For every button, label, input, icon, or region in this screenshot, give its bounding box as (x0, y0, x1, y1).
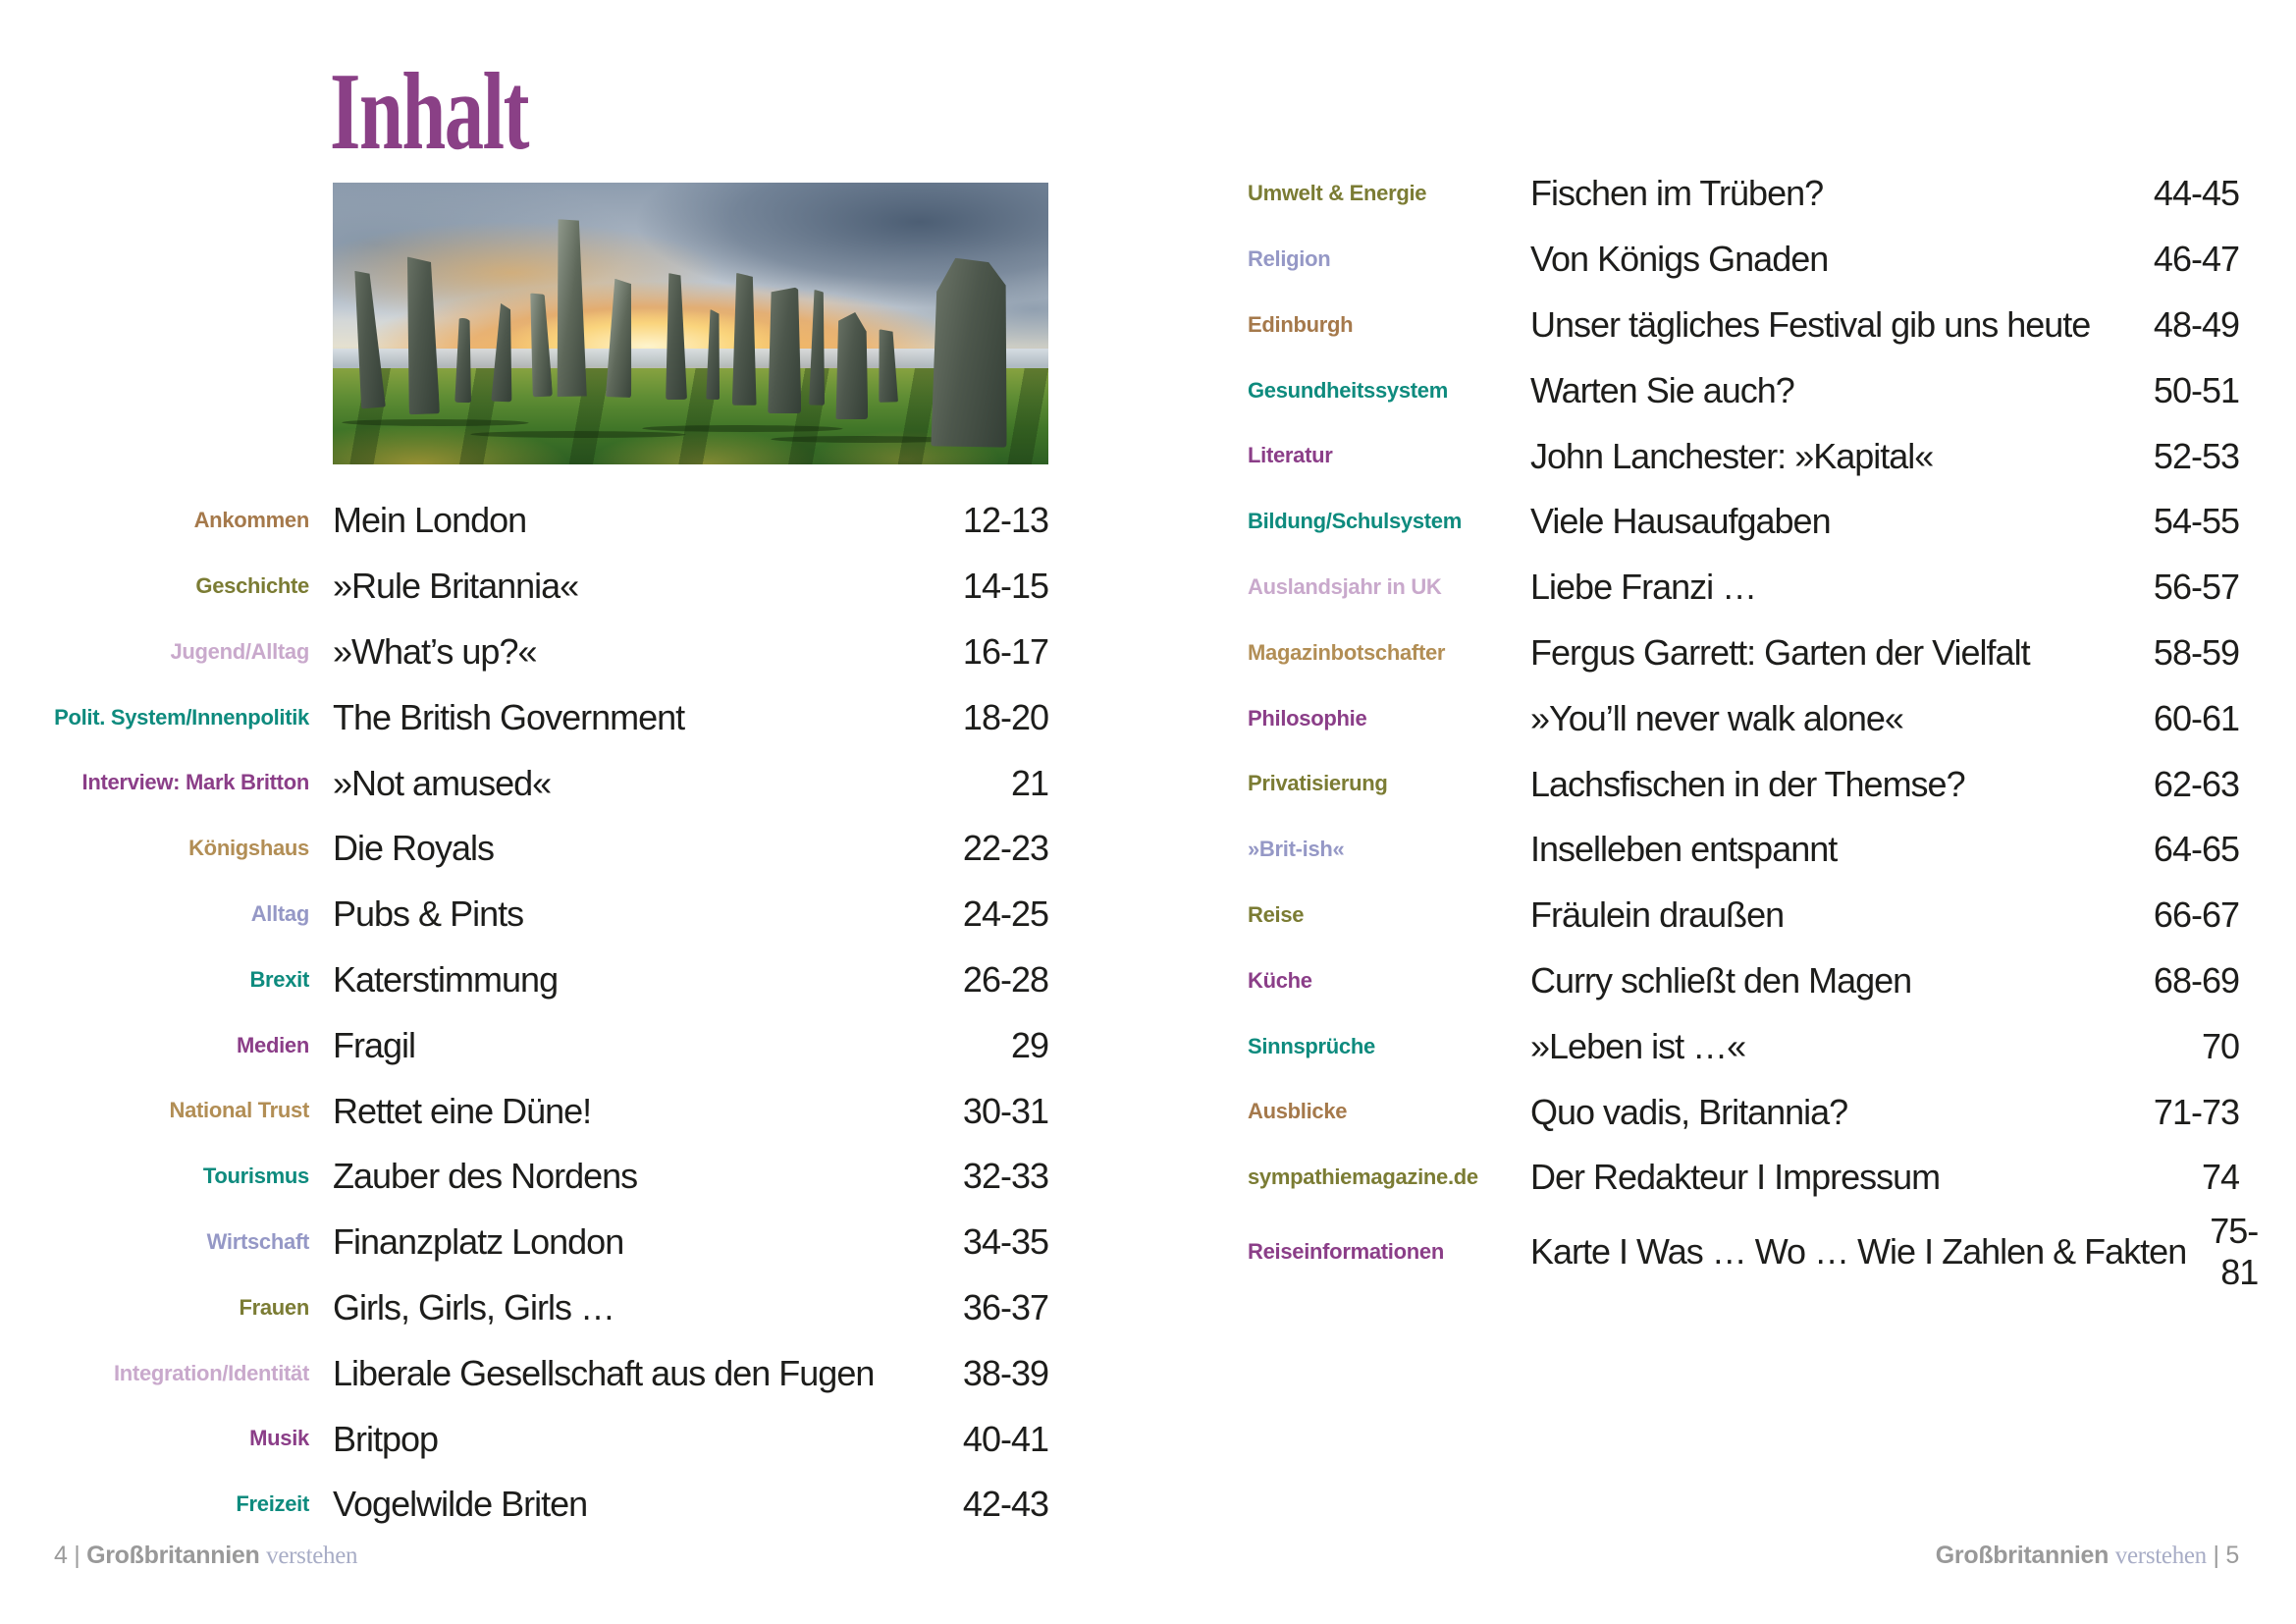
toc-page-range: 52-53 (2153, 435, 2239, 476)
toc-entry-title: »You’ll never walk alone« (1530, 697, 1903, 738)
toc-category-label: Sinnsprüche (1248, 1033, 1375, 1058)
toc-category-label: Königshaus (188, 836, 309, 861)
toc-category-label: Auslandsjahr in UK (1248, 574, 1442, 600)
toc-entry-title: The British Government (333, 696, 685, 737)
toc-row (1248, 423, 2239, 489)
toc-page-range: 60-61 (2153, 697, 2239, 738)
toc-category-label: Integration/Identität (113, 1360, 309, 1385)
toc-row (1248, 751, 2239, 817)
toc-entry-title: Von Königs Gnaden (1530, 239, 1829, 280)
toc-page-range: 44-45 (2153, 173, 2239, 214)
toc-category-label: Jugend/Alltag (170, 638, 309, 664)
toc-page-range: 26-28 (962, 958, 1048, 1000)
toc-page-range: 46-47 (2153, 239, 2239, 280)
toc-category-label: Tourismus (202, 1164, 309, 1189)
toc-row (49, 1275, 1048, 1341)
toc-category-label: Freizeit (236, 1491, 309, 1517)
toc-page-range: 40-41 (962, 1418, 1048, 1459)
toc-row (1248, 1079, 2239, 1145)
toc-entry-title: Zauber des Nordens (333, 1156, 638, 1197)
toc-category-label: National Trust (169, 1098, 309, 1123)
toc-row (49, 947, 1048, 1013)
toc-entry-title: Fergus Garrett: Garten der Vielfalt (1530, 631, 2030, 673)
toc-row (49, 684, 1048, 750)
standing-stone (835, 312, 868, 419)
toc-entry-title: Curry schließt den Magen (1530, 959, 1912, 1001)
toc-row (1248, 555, 2239, 621)
toc-entry-title: Mein London (333, 500, 527, 541)
toc-entry-title: Girls, Girls, Girls … (333, 1286, 614, 1327)
stone-shadow (637, 425, 848, 432)
toc-entry-title: Fräulein draußen (1530, 894, 1785, 936)
toc-row (1248, 685, 2239, 751)
toc-page-range: 12-13 (962, 500, 1048, 541)
toc-page-range: 68-69 (2153, 959, 2239, 1001)
toc-page-range: 48-49 (2153, 303, 2239, 345)
toc-row (1248, 293, 2239, 358)
toc-entry-title: Viele Hausaufgaben (1530, 501, 1831, 542)
toc-category-label: Reiseinformationen (1248, 1238, 1444, 1264)
toc-row (1248, 227, 2239, 293)
toc-entry-title: Unser tägliches Festival gib uns heute (1530, 303, 2091, 345)
toc-page-range: 38-39 (962, 1352, 1048, 1393)
toc-category-label: Frauen (239, 1294, 309, 1320)
toc-page-range: 30-31 (962, 1090, 1048, 1131)
toc-page-range: 21 (1010, 762, 1048, 803)
toc-page-range: 75-81 (2210, 1210, 2259, 1292)
toc-category-label: Gesundheitssystem (1248, 377, 1448, 403)
toc-page-range: 71-73 (2153, 1091, 2239, 1132)
toc-row (49, 1340, 1048, 1406)
toc-row (49, 1078, 1048, 1144)
toc-category-label: Ausblicke (1248, 1099, 1348, 1124)
toc-row (1248, 621, 2239, 686)
toc-row (1248, 1210, 2259, 1292)
toc-entry-title: »What’s up?« (333, 630, 537, 672)
toc-page-range: 18-20 (962, 696, 1048, 737)
toc-category-label: Polit. System/Innenpolitik (54, 704, 309, 730)
toc-page-range: 34-35 (962, 1221, 1048, 1263)
toc-entry-title: Vogelwilde Briten (333, 1484, 588, 1525)
standing-stone (768, 287, 801, 413)
toc-page-range: 42-43 (962, 1484, 1048, 1525)
toc-entry-title: Quo vadis, Britannia? (1530, 1091, 1848, 1132)
toc-page-range: 62-63 (2153, 763, 2239, 804)
toc-entry-title: Finanzplatz London (333, 1221, 624, 1263)
toc-row (49, 488, 1048, 554)
toc-category-label: Wirtschaft (206, 1229, 309, 1255)
toc-category-label: Literatur (1248, 443, 1333, 468)
toc-entry-title: Fragil (333, 1024, 416, 1065)
toc-category-label: Alltag (250, 901, 309, 927)
toc-category-label: Philosophie (1248, 705, 1367, 731)
toc-category-label: Reise (1248, 902, 1305, 928)
toc-row (1248, 883, 2239, 948)
toc-row (49, 554, 1048, 620)
toc-category-label: sympathiemagazine.de (1248, 1164, 1478, 1190)
toc-page-range: 16-17 (962, 630, 1048, 672)
toc-page-range: 56-57 (2153, 567, 2239, 608)
toc-category-label: Musik (249, 1426, 309, 1451)
footer-left (54, 1542, 357, 1570)
toc-category-label: Umwelt & Energie (1248, 181, 1427, 206)
footer-tagline: verstehen (266, 1543, 358, 1569)
toc-category-label: Magazinbotschafter (1248, 639, 1446, 665)
toc-entry-title: »Leben ist …« (1530, 1025, 1746, 1066)
toc-row (1248, 161, 2239, 227)
toc-row (1248, 817, 2239, 883)
toc-row (49, 1406, 1048, 1472)
footer-brand: Großbritannien (1935, 1542, 2109, 1569)
toc-page-range: 54-55 (2153, 501, 2239, 542)
toc-category-label: Ankommen (193, 508, 309, 533)
toc-row (49, 750, 1048, 816)
toc-page-range: 29 (1010, 1024, 1048, 1065)
toc-page-range: 36-37 (962, 1286, 1048, 1327)
toc-row (49, 620, 1048, 685)
toc-page-range: 50-51 (2153, 369, 2239, 410)
toc-entry-title: Warten Sie auch? (1530, 369, 1794, 410)
toc-entry-title: »Rule Britannia« (333, 566, 579, 607)
toc-category-label: Brexit (249, 966, 309, 992)
toc-category-label: Interview: Mark Britton (81, 770, 309, 795)
toc-row (1248, 357, 2239, 423)
toc-category-label: Geschichte (195, 573, 309, 599)
footer-page-number: | 5 (2213, 1542, 2239, 1569)
hero-image (333, 183, 1048, 464)
toc-row (1248, 948, 2239, 1014)
toc-right-column (1248, 161, 2259, 1292)
toc-category-label: Medien (237, 1032, 309, 1057)
toc-page-range: 58-59 (2153, 631, 2239, 673)
page-title: Inhalt (330, 51, 529, 173)
toc-row (49, 882, 1048, 947)
toc-page-range: 66-67 (2153, 894, 2239, 936)
toc-row (49, 1012, 1048, 1078)
toc-page-range: 22-23 (962, 828, 1048, 869)
toc-page-range: 70 (2201, 1025, 2239, 1066)
toc-entry-title: Katerstimmung (333, 958, 559, 1000)
toc-entry-title: Rettet eine Düne! (333, 1090, 592, 1131)
toc-row (1248, 489, 2239, 555)
toc-entry-title: Die Royals (333, 828, 495, 869)
toc-category-label: Edinburgh (1248, 311, 1354, 337)
toc-entry-title: John Lanchester: »Kapital« (1530, 435, 1934, 476)
toc-category-label: Religion (1248, 246, 1331, 272)
toc-page-range: 14-15 (962, 566, 1048, 607)
stone-shadow (465, 431, 691, 438)
toc-entry-title: Inselleben entspannt (1530, 829, 1838, 870)
toc-entry-title: Britpop (333, 1418, 439, 1459)
toc-page-range: 24-25 (962, 893, 1048, 935)
toc-left-column (49, 488, 1048, 1538)
footer-right (1936, 1542, 2239, 1570)
toc-entry-title: Fischen im Trüben? (1530, 173, 1824, 214)
toc-row (49, 816, 1048, 882)
toc-entry-title: Pubs & Pints (333, 893, 524, 935)
toc-entry-title: Lachsfischen in der Themse? (1530, 763, 1965, 804)
toc-category-label: Küche (1248, 967, 1312, 993)
toc-entry-title: Liebe Franzi … (1530, 567, 1757, 608)
toc-row (1248, 1145, 2239, 1211)
standing-stone (931, 258, 1010, 449)
toc-row (1248, 1013, 2239, 1079)
toc-row (49, 1472, 1048, 1538)
footer-tagline: verstehen (2114, 1543, 2207, 1569)
toc-entry-title: »Not amused« (333, 762, 552, 803)
toc-category-label: Bildung/Schulsystem (1248, 509, 1463, 534)
toc-page-range: 64-65 (2153, 829, 2239, 870)
toc-entry-title: Liberale Gesellschaft aus den Fugen (333, 1352, 875, 1393)
toc-category-label: Privatisierung (1248, 771, 1388, 796)
toc-entry-title: Der Redakteur I Impressum (1530, 1157, 1941, 1198)
toc-row (49, 1210, 1048, 1275)
toc-row (49, 1144, 1048, 1210)
footer-page-number: 4 | (54, 1542, 80, 1569)
toc-entry-title: Karte I Was … Wo … Wie I Zahlen & Fakten (1530, 1230, 2187, 1272)
footer-brand: Großbritannien (86, 1542, 260, 1569)
toc-page-range: 32-33 (962, 1156, 1048, 1197)
toc-category-label: »Brit-ish« (1248, 837, 1345, 862)
toc-page-range: 74 (2201, 1157, 2239, 1198)
